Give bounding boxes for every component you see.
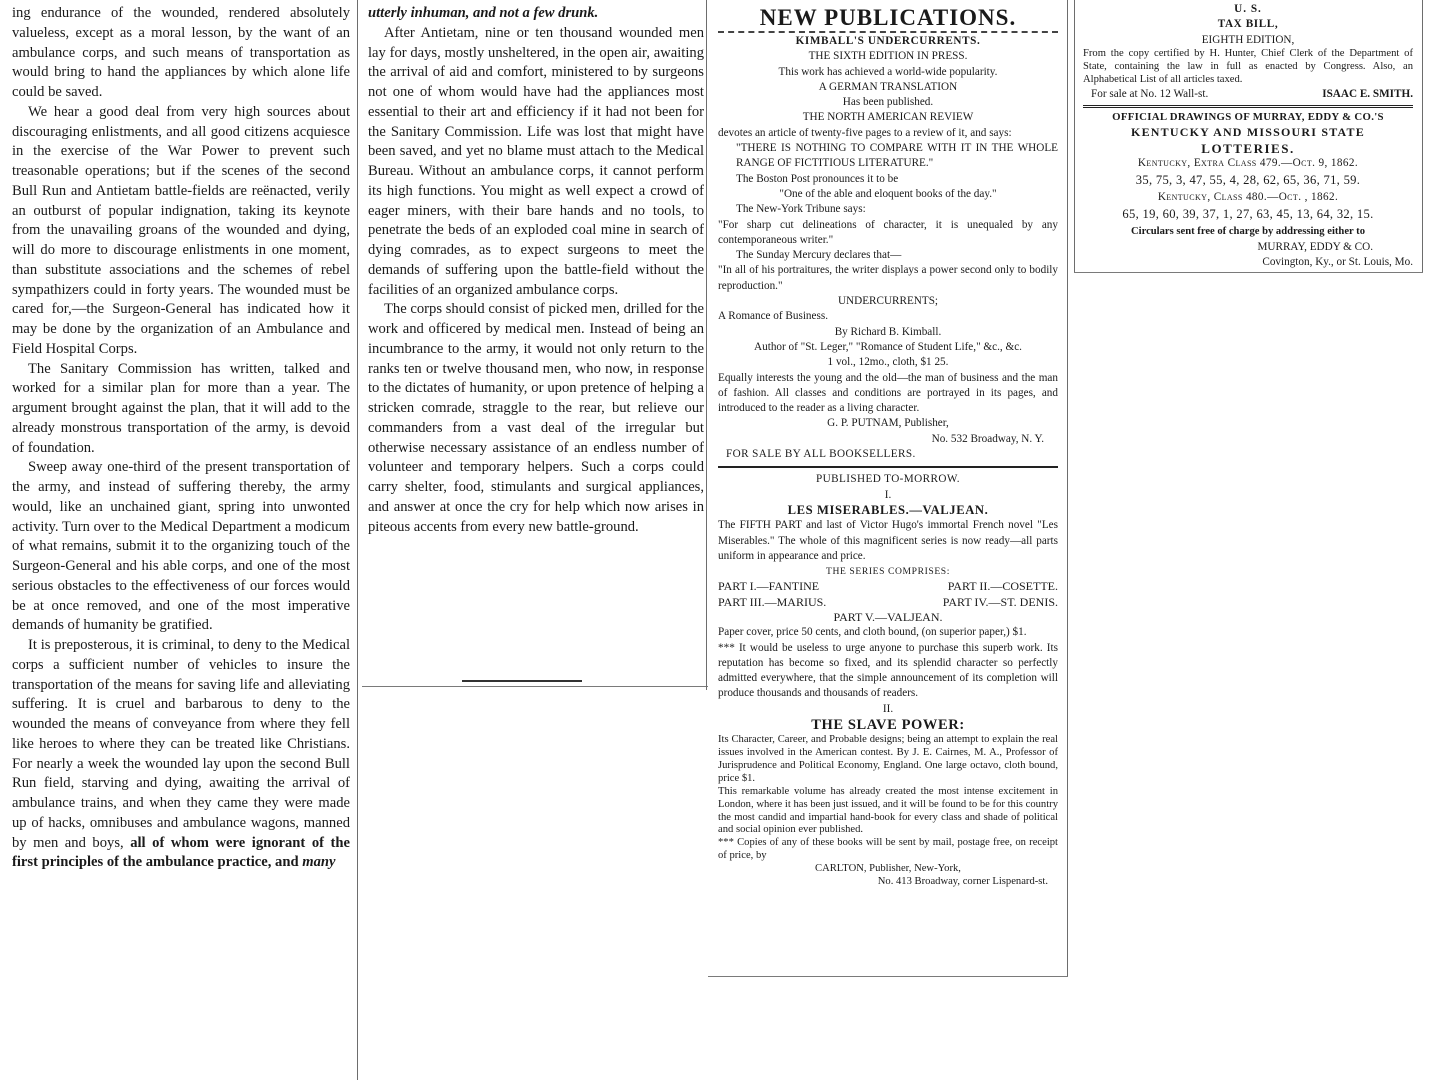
col2-paragraph-2: The corps should consist of picked men, drilled for the work and officered by medical men. Instead of being an incumbrance to the army, it would not only return to the ranks ten or twelve thousand men, who now, in response to the dictates of humanity, or upon pretence of helping a stricken comrade, straggle to the rear, but relieve our commanders from a vast deal of the irregular but otherwise necessary assistance of an endless number of volunteer and temporary helpers. Such a corps could carry shelter, food, stimulants and surgical appliances, and answer at once the cry for help which now arises in piteous accents from every new battle-ground.: [368, 301, 704, 535]
col1-paragraph-5-text: It is preposterous, it is criminal, to deny to the Medical corps a sufficient number of vehicles to insure the transportation of the means for saving life and alleviating suffering. It is cruel and barbarous to deny to the wounded the means of conveyance from where they fell like heroes to where they can be treated like Christians. For nearly a week the wounded lay upon the second Bull Run field, starving and dying, awaiting the arrival of ambulance trains, and when they came they were made up of hacks, omnibuses and ambulance wagons, manned by men and boys,: [12, 637, 350, 851]
author-of: Author of "St. Leger," "Romance of Student Life," &c., &c.: [754, 340, 1022, 353]
part-5: PART V.—VALJEAN.: [833, 609, 943, 624]
fifth-part-text: The FIFTH PART and last of Victor Hugo's immortal French novel "Les Miserables." The whole of this magnificent series is now ready—all parts uniform in appearance and price.: [718, 519, 1058, 562]
col1-paragraph-4: Sweep away one-third of the present transportation of the army, and instead of suffering thereby, the army would, like an unchained giant, spring into unwonted activity. Turn over to the Medical Department a modicum of what remains, submit it to the organizing touch of the Surgeon-General and his able corps, and one of the most serious obstacles to the effectiveness of our forces would be at once removed, and one of the most imperative demands of humanity be gratified.: [12, 459, 350, 634]
mercury-line: The Sunday Mercury declares that—: [736, 249, 902, 262]
part-1: PART I.—FANTINE: [718, 579, 820, 594]
tax-bill-footer: [1083, 87, 1413, 102]
article-column-2: [362, 4, 708, 684]
tribune-quote: "For sharp cut delineations of character, it is unequaled by any contemporaneous writer.": [718, 218, 1058, 246]
book-price: 1 vol., 12mo., cloth, $1 25.: [827, 356, 949, 369]
part-4: PART IV.—ST. DENIS.: [942, 594, 1058, 609]
us-heading: U. S.: [1234, 3, 1262, 15]
col1-paragraph-1: ing endurance of the wounded, rendered absolutely valueless, except as a moral lesson, by the want of an ambulance corps, and such means of transportation as would bring to hand the appliances by which alone life could be saved.: [12, 5, 350, 100]
interests-text: Equally interests the young and the old—the man of business and the man of fashion. All classes and conditions are portrayed in its pages, and introduced to the reader as a living character.: [718, 371, 1058, 415]
boston-post-line: The Boston Post pronounces it to be: [736, 172, 899, 185]
official-drawings: OFFICIAL DRAWINGS OF MURRAY, EDDY & CO.'S: [1112, 110, 1384, 123]
class-480-line: Kentucky, Class 480.—Oct. , 1862.: [1157, 191, 1339, 204]
col1-paragraph-3: The Sanitary Commission has written, talked and worked for a similar plan for more than a year. The argument brought against the plan, that it will add to the already monstrous transportation of the army, is devoid of foundation.: [12, 360, 350, 456]
author-name: By Richard B. Kimball.: [834, 325, 942, 338]
tribune-line: The New-York Tribune says:: [736, 203, 866, 216]
tax-bill-lottery-advertisement: [1075, 2, 1421, 272]
clipping-edge: [1074, 0, 1075, 272]
popularity-line: This work has achieved a world-wide popularity.: [778, 65, 998, 78]
north-american-review: THE NORTH AMERICAN REVIEW: [802, 111, 974, 124]
for-sale-at: For sale at No. 12 Wall-st.: [1091, 87, 1209, 100]
putnam-address: No. 532 Broadway, N. Y.: [931, 432, 1044, 445]
col2-paragraph-1: After Antietam, nine or ten thousand wounded men lay for days, mostly unsheltered, in the open air, awaiting the arrival of aid and comfort, ministered to by surgeons not one of whom would have had the appliances most essential to their art and efficiency if it had not been for the Sanitary Commission. Life was lost that might have been saved, and yet no blame must attach to the Medical Bureau. Without an ambulance corps, it cannot perform its high functions. You might as well expect a crowd of eager miners, with their bare hands and no tools, to penetrate the beds of an exploded coal mine in search of dying comrades, as to expect surgeons to meet the demands of suffering upon the battle-field without the facilities of an organized ambulance corps.: [368, 24, 704, 298]
extra-class-line: Kentucky, Extra Class 479.—Oct. 9, 1862.: [1137, 156, 1359, 169]
clipping-edge: [706, 0, 707, 690]
clipping-edge: [1422, 0, 1423, 272]
paper-cover-price: Paper cover, price 50 cents, and cloth bound, (on superior paper,) $1.: [718, 626, 1027, 639]
sixth-edition: THE SIXTH EDITION IN PRESS.: [808, 50, 968, 63]
boston-post-quote: "One of the able and eloquent books of the day.": [779, 187, 997, 200]
clipping-edge: [708, 976, 1068, 977]
copies-text: *** Copies of any of these books will be sent by mail, postage free, on receipt of price, by: [718, 837, 1058, 862]
published-tomorrow: PUBLISHED TO-MORROW.: [816, 473, 960, 486]
mercury-quote: "In all of his portraitures, the writer displays a power second only to bodily reproduction.": [718, 264, 1058, 292]
les-miserables-title: LES MISERABLES.—VALJEAN.: [787, 502, 989, 517]
lotteries-heading: LOTTERIES.: [1201, 140, 1295, 156]
slave-power-description: Its Character, Career, and Probable designs; being an attempt to explain the real issues involved in the American contest. By J. E. Cairnes, M. A., Professor of Jurisprudence and Political Economy, England. One large octavo, cloth bound, price $1.: [718, 734, 1058, 784]
dashed-rule: [718, 31, 1058, 33]
part-2: PART II.—COSETTE.: [947, 579, 1058, 594]
winning-numbers-2: 65, 19, 60, 39, 37, 1, 27, 63, 45, 13, 64, 32, 15.: [1122, 207, 1374, 222]
covington-line: Covington, Ky., or St. Louis, Mo.: [1262, 255, 1413, 268]
german-translation: A GERMAN TRANSLATION: [818, 80, 958, 93]
col1-paragraph-5: [12, 636, 350, 873]
certified-text: From the copy certified by H. Hunter, Chief Clerk of the Department of State, containing the law in full as enacted by Congress. Also, an Alphabetical List of all articles taxed.: [1083, 47, 1413, 85]
review-quote: "THERE IS NOTHING TO COMPARE WITH IT IN THE WHOLE RANGE OF FICTITIOUS LITERATURE.": [736, 142, 1058, 170]
useless-text: *** It would be useless to urge anyone to purchase this superb work. Its reputation has become so fixed, and its splendid character so perfectly admitted everywhere, that the simple announcement of its completion will produce thousands and thousands of readers.: [718, 641, 1058, 700]
end-rule: [462, 680, 582, 682]
has-been-published: Has been published.: [842, 96, 934, 109]
col1-paragraph-5-bold: all of whom were ignorant of the first principles of the ambulance practice, and: [12, 834, 350, 871]
for-sale-line: FOR SALE BY ALL BOOKSELLERS.: [726, 448, 916, 461]
carlton-publisher: CARLTON, Publisher, New-York,: [815, 863, 961, 875]
clipping-edge: [1067, 0, 1068, 976]
parts-row-2: [718, 595, 1058, 610]
circulars-line: Circulars sent free of charge by addressing either to: [1130, 226, 1365, 238]
undercurrents-title: UNDERCURRENTS;: [837, 295, 939, 308]
clipping-edge: [1074, 272, 1423, 273]
kimball-title: KIMBALL'S UNDERCURRENTS.: [795, 35, 981, 47]
isaac-smith: ISAAC E. SMITH.: [1322, 87, 1413, 100]
tax-bill-heading: TAX BILL,: [1217, 18, 1279, 31]
col2-paragraph-0: utterly inhuman, and not a few drunk.: [368, 5, 599, 21]
winning-numbers-1: 35, 75, 3, 47, 55, 4, 28, 62, 65, 36, 71, 59.: [1135, 173, 1361, 188]
romance-of-business: A Romance of Business.: [718, 310, 829, 323]
review-devotes: devotes an article of twenty-five pages to a review of it, and says:: [718, 126, 1012, 139]
series-comprises: THE SERIES COMPRISES:: [825, 566, 950, 578]
carlton-address: No. 413 Broadway, corner Lispenard-st.: [877, 876, 1048, 888]
part-3: PART III.—MARIUS.: [718, 594, 827, 609]
eighth-edition: EIGHTH EDITION,: [1201, 33, 1295, 46]
clipping-edge: [362, 686, 708, 687]
new-publications-heading: NEW PUBLICATIONS.: [759, 5, 1017, 30]
col1-paragraph-2: We hear a good deal from very high sources about discouraging enlistments, and all good citizens acquiesce in the exercise of the War Power to prevent such treasonable operations; but if the scenes of the second Bull Run and Antietam battle-fields are reënacted, verily an outburst of popular indignation, taking its keynote from the unavailing groans of the wounded and dying, will do more to discourage enlistments in one moment, than substitute associations and the schemes of rebel sympathizers could in forty years. The wounded must be cared for,—the Surgeon-General has indicated how it may be done by the organization of an Ambulance and Field Hospital Corps.: [12, 103, 350, 357]
col1-paragraph-5-italic: many: [302, 854, 336, 871]
kentucky-missouri: KENTUCKY AND MISSOURI STATE: [1131, 125, 1365, 140]
article-column-1: [8, 4, 350, 1078]
putnam-publisher: G. P. PUTNAM, Publisher,: [827, 417, 949, 430]
murray-eddy: MURRAY, EDDY & CO.: [1257, 240, 1373, 253]
slave-power-title: THE SLAVE POWER:: [811, 717, 965, 734]
clipping-edge: [357, 0, 358, 1080]
roman-numeral-1: I.: [884, 488, 892, 501]
remarkable-text: This remarkable volume has already created the most intense excitement in London, where it has been just issued, and it will be found to be for this country the most candid and impartial hand-book for every class and shade of political and social opinion ever published.: [718, 785, 1058, 836]
new-publications-advertisement: [708, 4, 1064, 976]
double-rule: [1083, 105, 1413, 108]
parts-row-1: [718, 579, 1058, 594]
roman-numeral-2: II.: [882, 702, 894, 715]
section-rule: [718, 466, 1058, 468]
